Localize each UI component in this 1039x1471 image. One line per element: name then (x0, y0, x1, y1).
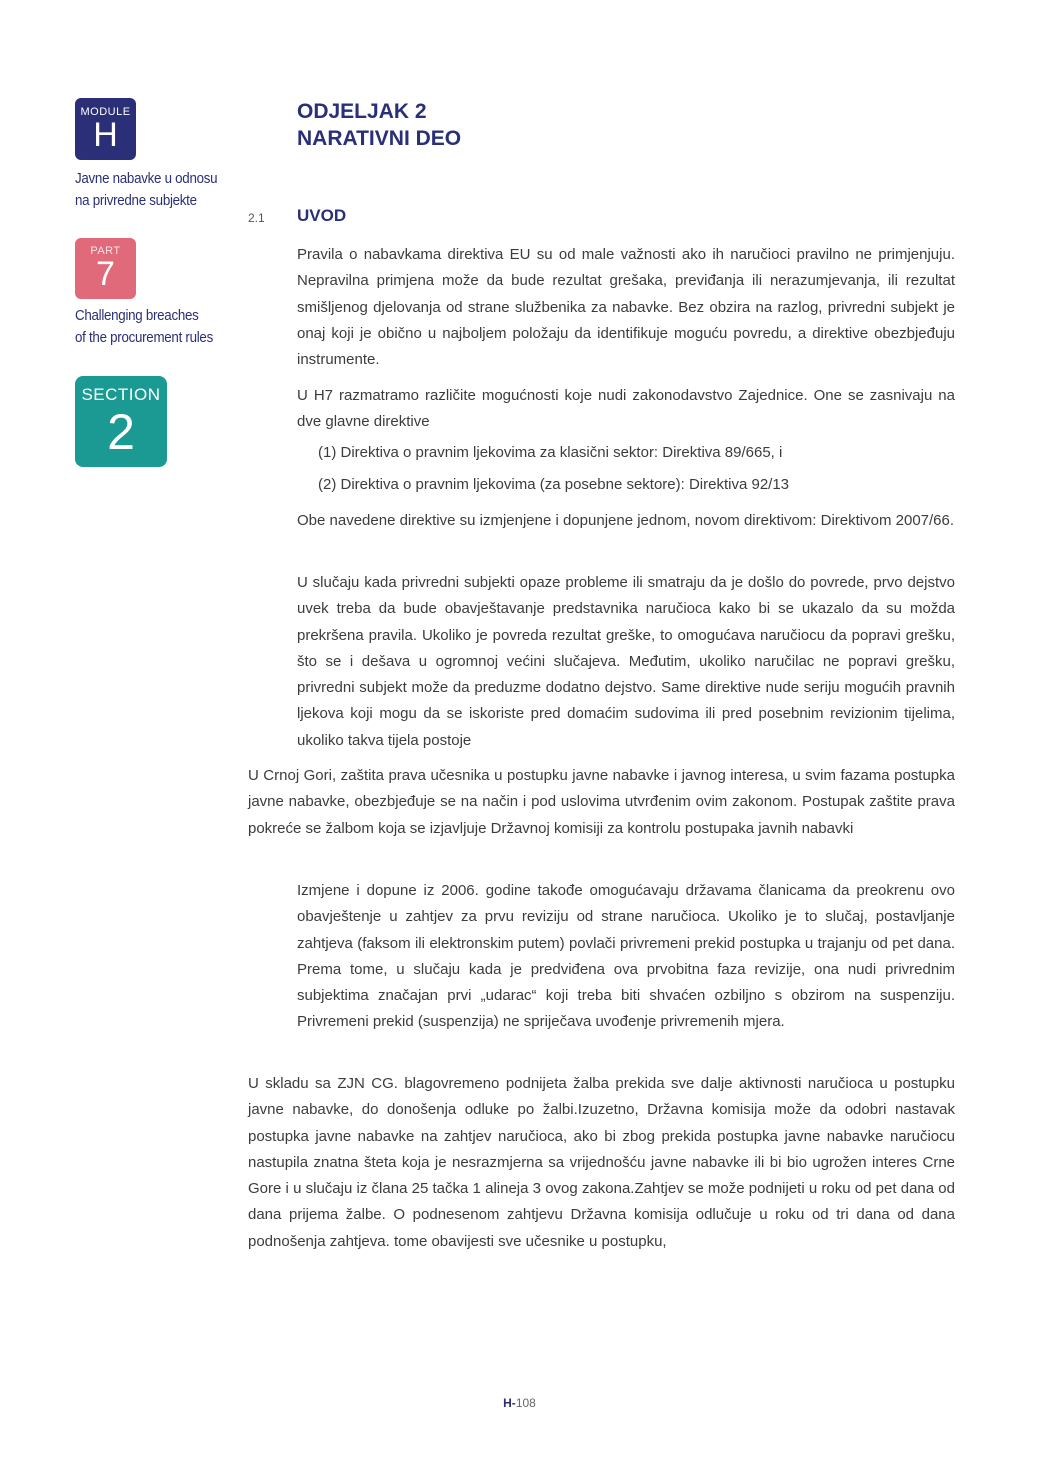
part-number: 7 (96, 255, 115, 293)
module-caption-line1: Javne nabavke u odnosu (75, 171, 218, 187)
paragraph: Izmjene i dopune iz 2006. godine takođe omogućavaju državama članicama da preokrenu ovo obavještenje u zahtjev za prvu reviziju od strane naručioca. Ukoliko je to slučaj, postavljanje zahtjeva (faksom ili elektronskim putem) povlači privremeni prekid postupka u trajanju od pet dana. Prema tome, u slučaju kada je predviđena ova prvobitna faza revizije, ona nudi privrednim subjektima značajan prvi „udarac“ koji treba biti shvaćen ozbiljno s obzirom na suspenziju. Privremeni prekid (suspenzija) ne spriječava uvođenje privremenih mjera. (297, 882, 955, 1031)
part-caption-line2: of the procurement rules (75, 330, 213, 346)
section-title-line2: NARATIVNI DEO (297, 127, 462, 150)
module-caption-line2: na privredne subjekte (75, 193, 197, 209)
module-badge (75, 98, 136, 160)
paragraph: U Crnoj Gori, zaštita prava učesnika u postupku javne nabavke i javnog interesa, u svim fazama postupka javne nabavke, obezbjeđuje se na način i pod uslovima utvrđenim ovim zakonom. Postupak zaštite prava pokreće se žalbom koja se izjavljuje Državnoj komisiji za kontrolu postupaka javnih nabavki (248, 767, 955, 837)
paragraph: Pravila o nabavkama direktiva EU su od male važnosti ako ih naručioci pravilno ne primjenjuju. Nepravilna primjena može da bude rezultat grešaka, previđanja ili nerazumjevanja, ili rezultat smišljenog djelovanja od strane službenika za nabavke. Bez obzira na razlog, privredni subjekt je onaj koji je obično u najboljem položaju da identifikuje moguću povredu, a direktive obezbjeđuju instrumente. (297, 246, 955, 369)
section-label: SECTION (81, 385, 161, 404)
section-title (297, 98, 461, 152)
module-caption (75, 168, 231, 212)
paragraph: U skladu sa ZJN CG. blagovremeno podnijeta žalba prekida sve dalje aktivnosti naručioca u postupku javne nabavke, do donošenja odluke po žalbi.Izuzetno, Državna komisija može da odobri nastavak postupka javne nabavke na zahtjev naručioca, ako bi zbog prekida postupka javne nabavke naručiocu nastupila znatna šteta koja je nesrazmjerna sa vrijednošću javne nabavke ili bi bio ugrožen interes Crne Gore i u slučaju iz člana 25 tačka 1 alineja 3 ovog zakona.Zahtjev se može podnijeti u roku od pet dana od dana prijema žalbe. O podnesenom zahtjevu Državna komisija odlučuje u roku od tri dana od dana podnošenja zahtjeva. tome obavijesti sve učesnike u postupku, (248, 1075, 955, 1250)
subsection-title: UVOD (297, 206, 347, 225)
footer-prefix: H- (503, 1396, 516, 1410)
module-label: MODULE (80, 106, 131, 118)
module-letter: H (93, 116, 118, 154)
part-label: PART (90, 245, 121, 257)
list-item: (1) Direktiva o pravnim ljekovima za klasični sektor: Direktiva 89/665, i (318, 444, 783, 461)
section-number: 2 (107, 404, 135, 460)
section-title-line1: ODJELJAK 2 (297, 100, 427, 123)
page-number: 108 (515, 1396, 536, 1410)
paragraph: U H7 razmatramo različite mogućnosti koje nudi zakonodavstvo Zajednice. One se zasnivaju na dve glavne direktive (297, 387, 955, 431)
list-item: (2) Direktiva o pravnim ljekovima (za posebne sektore): Direktiva 92/13 (318, 476, 790, 493)
part-caption (75, 305, 231, 349)
page-footer (0, 1396, 1039, 1410)
section-badge (75, 376, 167, 467)
paragraph: U slučaju kada privredni subjekti opaze probleme ili smatraju da je došlo do povrede, prvo dejstvo uvek treba da bude obavještavanje predstavnika naručioca kako bi se ukazalo da su možda prekršena pravila. Ukoliko je povreda rezultat greške, to omogućava naručiocu da popravi grešku, što se i dešava u ogromnoj većini slučajeva. Međutim, ukoliko naručilac ne popravi grešku, privredni subjekt može da preduzme dodatno dejstvo. Same direktive nude seriju mogućih pravnih ljekova koji mogu da se iskoriste pred domaćim sudovima ili pred posebnim revizionim tijelima, ukoliko takva tijela postoje (297, 574, 955, 749)
subsection-number: 2.1 (248, 211, 265, 225)
part-caption-line1: Challenging breaches (75, 308, 199, 324)
paragraph: Obe navedene direktive su izmjenjene i dopunjene jednom, novom direktivom: Direktivom 2007/66. (297, 512, 955, 529)
part-badge (75, 238, 136, 299)
